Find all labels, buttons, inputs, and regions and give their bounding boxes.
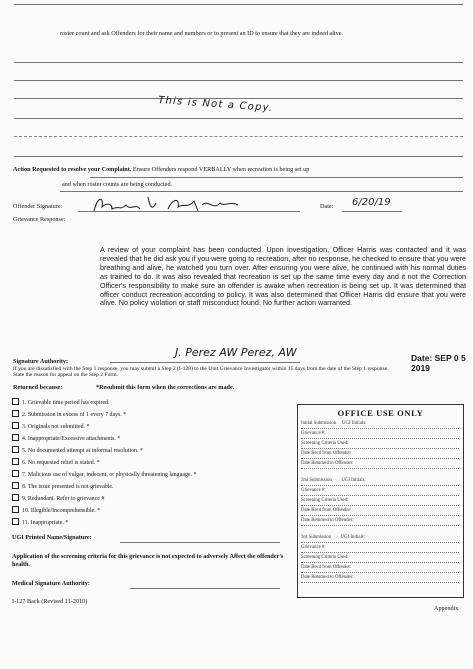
date-recd-label-2: Date Recd from Offender:	[301, 508, 352, 513]
checkbox[interactable]	[12, 494, 19, 501]
return-reason-label: 6. No requested relief is stated. *	[22, 460, 100, 466]
top-text: roster count and ask Offenders for their name and numbers or to present an ID to ensure that they are indeed alive.	[60, 30, 344, 37]
appeal-text-2: State the reason for appeal on the Step 2 Form.	[13, 372, 119, 378]
return-reason-label: 1. Grievable time period has expired.	[22, 400, 110, 406]
return-reason-label: 7. Malicious use of vulgar, indecent, or physically threatening language. *	[22, 472, 197, 478]
action-requested	[13, 166, 468, 174]
third-submission-label: 3rd Submission UGI Initials:	[301, 535, 365, 540]
uci-printed-label: UGI Printed Name/Signature:	[12, 534, 92, 541]
checkbox[interactable]	[12, 410, 19, 417]
action-requested-text2: and when roster counts are being conducted.	[62, 181, 173, 188]
checkbox[interactable]	[12, 506, 19, 513]
checkbox[interactable]	[12, 458, 19, 465]
grievance-no-label: Grievance #:	[301, 431, 326, 436]
return-reason-item[interactable]	[12, 482, 114, 491]
checkbox[interactable]	[12, 434, 19, 441]
return-reason-label: 2. Submission in excess of 1 every 7 days. *	[22, 412, 127, 418]
date-returned-label-2: Date Returned to Offender:	[301, 518, 354, 523]
checkbox[interactable]	[12, 398, 19, 405]
checkbox[interactable]	[12, 482, 19, 489]
signature-authority-label: Signature Authority:	[13, 358, 69, 365]
return-reason-item[interactable]	[12, 458, 100, 467]
stamp-date: SEP 0 5 2019	[411, 353, 466, 373]
initial-submission-label: Initial Submission UGI Initials:	[301, 421, 367, 426]
return-reason-item[interactable]	[12, 398, 110, 407]
return-reason-item[interactable]	[12, 470, 196, 479]
offender-date: 6/20/19	[352, 197, 391, 208]
appeal-text: If you are dissatisfied with the Step 1 response, you may submit a Step 2 (I-128) to the Unit Grievance Investigator within 15 days from the date of the Step 1 response.	[13, 366, 389, 372]
return-reason-label: 3. Originals not submitted. *	[22, 424, 90, 430]
checkbox[interactable]	[12, 422, 19, 429]
handwritten-note: This is Not a Copy.	[157, 94, 274, 115]
screening-label: Screening Criteria Used:	[301, 441, 349, 446]
date-recd-label-3: Date Recd from Offender:	[301, 565, 352, 570]
screening-label-3: Screening Criteria Used:	[301, 555, 349, 560]
grievance-no-label-3: Grievance #:	[301, 545, 326, 550]
return-reason-label: 11. Inappropriate. *	[22, 520, 69, 526]
response-paragraph: A review of your complaint has been conducted. Upon investigation, Officer Harris was contacted and it was revealed that he did ask you if you were going to recreation, after no response, he checked to ensure that you were breathing and alive, he watched you turn over. After ensuring you were alive, he continued with his normal duties as trained to do. It was also revealed that recreation is set up the same time every day and it not the Correction Officer's responsibility to make sure an offender is awake when recreation is being set up. It was determined that officer conduct recreation according to policy. It was also determined that Officer Harris did ensure that you were alive. No policy violation or staff misconduct found. No further action warranted.	[100, 245, 466, 308]
grievance-no-label-2: Grievance #:	[301, 488, 326, 493]
returned-label: Returned because:	[13, 384, 63, 391]
authority-signature: J. Perez AW Perez, AW	[175, 346, 297, 359]
grievance-response-label: Grievance Response:	[13, 216, 66, 223]
return-reason-item[interactable]	[12, 422, 89, 431]
return-reason-label: 10. Illegible/Incomprehensible. *	[22, 508, 101, 514]
checkbox[interactable]	[12, 518, 19, 525]
return-reason-label: 4. Inappropriate/Excessive attachments. *	[22, 436, 121, 442]
return-reason-label: 9. Redundant. Refer to grievance #	[22, 496, 105, 502]
date-recd-label: Date Recd from Offender:	[301, 451, 352, 456]
checkbox[interactable]	[12, 446, 19, 453]
date-label: Date:	[320, 203, 334, 210]
action-requested-text: Ensure Offenders respond VERBALLY when recreation is being set up	[132, 166, 310, 173]
medical-signature-label: Medical Signature Authority:	[12, 580, 90, 587]
return-reason-item[interactable]	[12, 518, 68, 527]
return-reason-label: 8. The issue presented is not grievable.	[22, 484, 114, 490]
return-reason-item[interactable]	[12, 506, 100, 515]
action-requested-label: Action Requested to resolve your Complaint.	[13, 166, 132, 173]
screening-label-2: Screening Criteria Used:	[301, 498, 349, 503]
second-submission-label: 2nd Submission UGI Initials:	[301, 478, 366, 483]
office-use-title: OFFICE USE ONLY	[337, 408, 424, 418]
return-reason-item[interactable]	[12, 446, 143, 455]
return-reason-item[interactable]	[12, 410, 126, 419]
grievance-response-text	[100, 246, 466, 308]
date-returned-label: Date Returned to Offender:	[301, 461, 354, 466]
checkbox[interactable]	[12, 470, 19, 477]
return-reason-item[interactable]	[12, 494, 104, 503]
return-reason-label: 5. No documented attempt at informal resolution. *	[22, 448, 143, 454]
form-id: I-127 Back (Revised 11-2010)	[12, 598, 88, 605]
returned-note: *Resubmit this form when the corrections are made.	[96, 384, 235, 391]
return-reason-item[interactable]	[12, 434, 120, 443]
screening-text: Application of the screening criteria for this grievance is not expected to adversely Affect the offender's health.	[12, 553, 284, 568]
office-use-box	[297, 404, 464, 598]
stamp-date-label: Date:	[411, 353, 433, 363]
offender-signature-label: Offender Signature:	[13, 203, 63, 210]
appendix-label: Appendix	[434, 605, 459, 612]
date-returned-label-3: Date Returned to Offender:	[301, 575, 354, 580]
